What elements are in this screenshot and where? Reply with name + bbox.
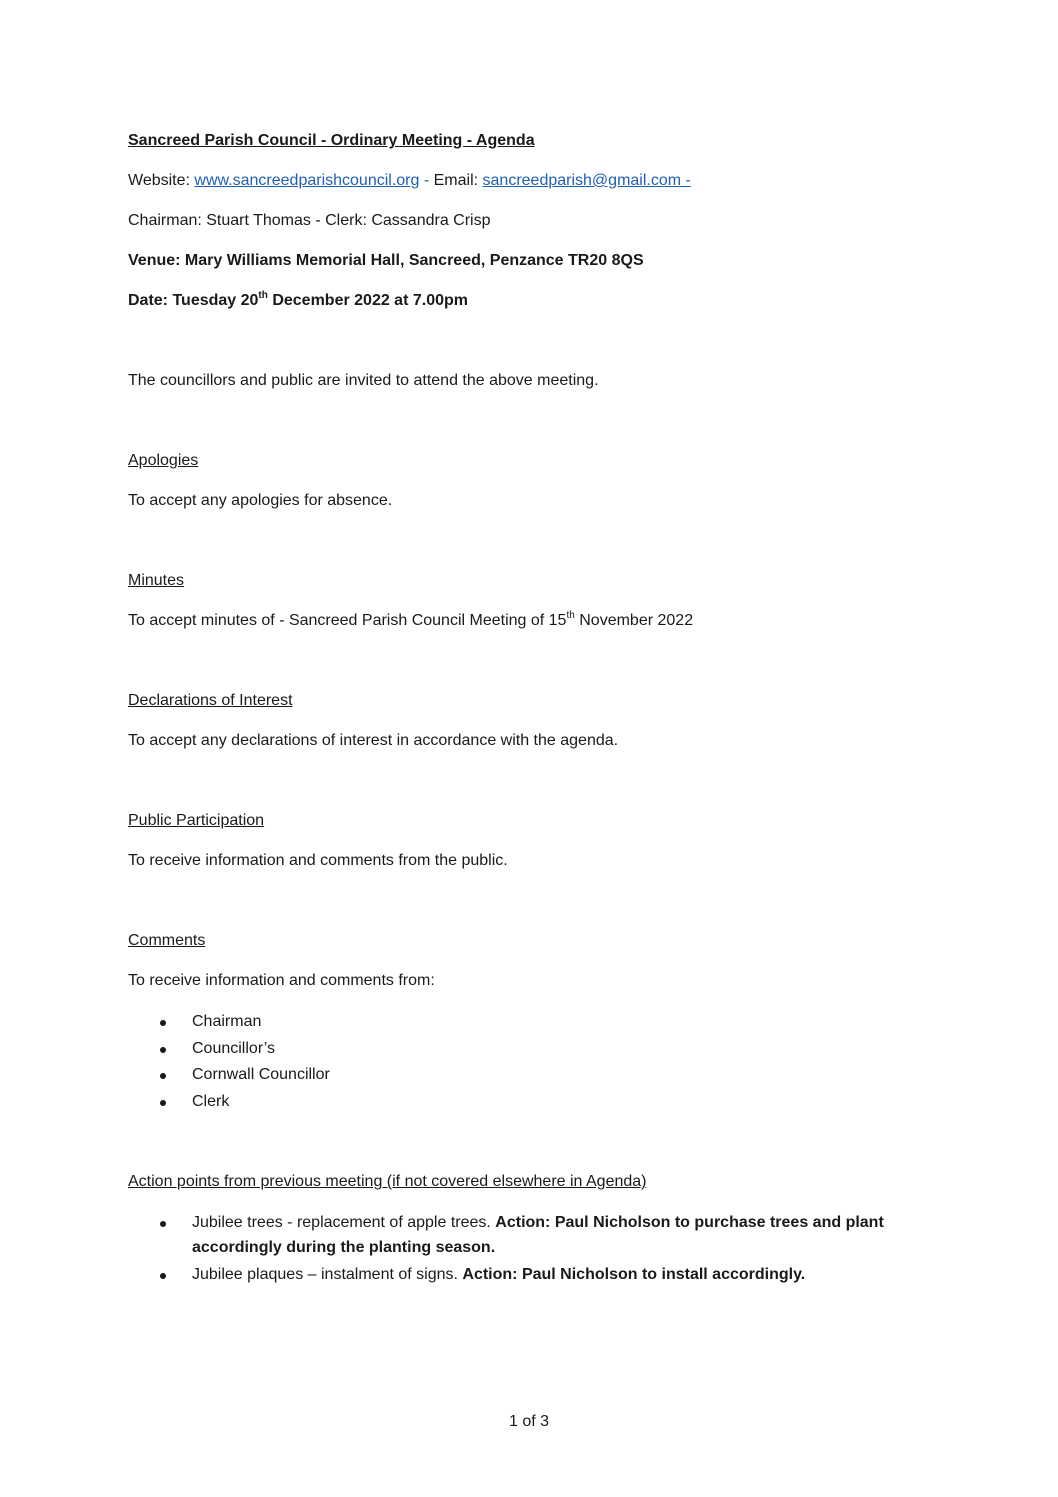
date-suffix: December 2022 at 7.00pm — [267, 292, 468, 309]
apologies-text: To accept any apologies for absence. — [128, 492, 393, 509]
list-item: Councillor’s — [192, 1040, 275, 1057]
list-item: Clerk — [192, 1093, 230, 1110]
list-item: Cornwall Councillor — [192, 1066, 330, 1083]
bullet-icon — [160, 1012, 166, 1032]
contact-line — [128, 171, 691, 191]
declarations-heading: Declarations of Interest — [128, 692, 293, 709]
action-item-text: Jubilee plaques – instalment of signs. — [192, 1266, 463, 1283]
minutes-text — [128, 611, 693, 631]
action-points-heading: Action points from previous meeting (if not covered elsewhere in Agenda) — [128, 1173, 647, 1190]
page-number: 1 of 3 — [508, 1413, 550, 1430]
email-label: Email: — [433, 172, 483, 189]
email-link[interactable]: sancreedparish@gmail.com - — [482, 172, 691, 189]
document-title: Sancreed Parish Council - Ordinary Meeting - Agenda — [128, 132, 535, 149]
minutes-superscript: th — [566, 609, 575, 621]
bullet-icon — [160, 1065, 166, 1085]
separator: - — [419, 172, 434, 189]
declarations-text: To accept any declarations of interest in accordance with the agenda. — [128, 732, 619, 749]
apologies-heading: Apologies — [128, 452, 199, 469]
minutes-text-suffix: November 2022 — [574, 612, 694, 629]
website-link[interactable]: www.sancreedparishcouncil.org — [194, 172, 420, 189]
public-participation-heading: Public Participation — [128, 812, 265, 829]
action-item-action-continued: accordingly during the planting season. — [192, 1239, 496, 1256]
chair-clerk-line: Chairman: Stuart Thomas - Clerk: Cassandra Crisp — [128, 212, 491, 229]
minutes-heading: Minutes — [128, 572, 185, 589]
venue-line: Venue: Mary Williams Memorial Hall, Sancreed, Penzance TR20 8QS — [128, 252, 644, 269]
minutes-text-prefix: To accept minutes of - Sancreed Parish Council Meeting of 15 — [128, 612, 567, 629]
action-item-action: Action: Paul Nicholson to install accordingly. — [462, 1266, 806, 1283]
action-item-action: Action: Paul Nicholson to purchase trees and plant — [495, 1214, 884, 1231]
bullet-icon — [160, 1039, 166, 1059]
list-item: Chairman — [192, 1013, 262, 1030]
intro-text: The councillors and public are invited to attend the above meeting. — [128, 372, 599, 389]
bullet-icon — [160, 1265, 166, 1285]
comments-text: To receive information and comments from: — [128, 972, 435, 989]
action-item-text: Jubilee trees - replacement of apple trees. — [192, 1214, 496, 1231]
list-item — [192, 1211, 884, 1235]
comments-heading: Comments — [128, 932, 206, 949]
bullet-icon — [160, 1092, 166, 1112]
public-participation-text: To receive information and comments from the public. — [128, 852, 508, 869]
date-prefix: Date: Tuesday 20 — [128, 292, 259, 309]
bullet-icon — [160, 1213, 166, 1233]
list-item — [192, 1263, 805, 1287]
website-label: Website: — [128, 172, 195, 189]
date-superscript: th — [258, 289, 268, 301]
date-line — [128, 291, 468, 311]
